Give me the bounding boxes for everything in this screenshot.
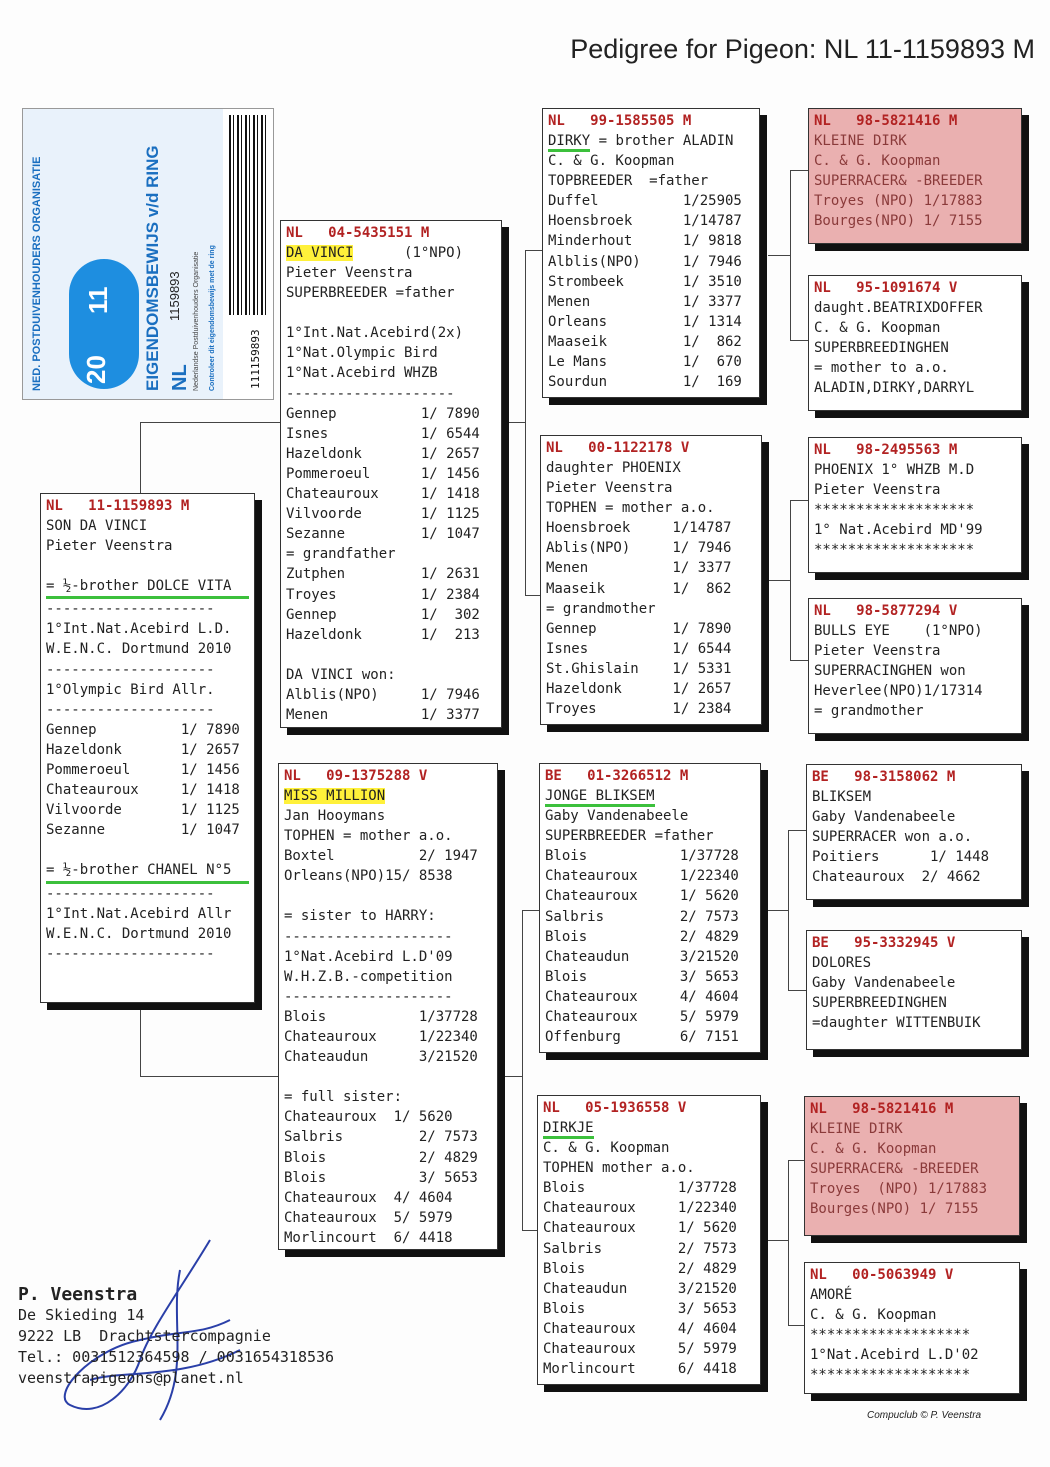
text-line: Hoensbroek 1/14787 (546, 520, 732, 537)
barcode (229, 115, 267, 315)
text-line: Blois 2/ 4829 (543, 1260, 737, 1277)
text-line: SUPERBREEDER =father (545, 828, 714, 845)
connector (140, 422, 141, 498)
text-line: daught.BEATRIXDOFFER (814, 300, 983, 316)
text-line: -------------------- (286, 385, 455, 402)
text-line: -------------------- (46, 885, 215, 902)
text-line: Troyes (NPO) 1/17883 (814, 193, 983, 210)
page-title: Pedigree for Pigeon: NL 11-1159893 M (570, 34, 1035, 64)
text-line: ALADIN,DIRKY,DARRYL (814, 380, 975, 397)
text-line: DOLORES (812, 955, 872, 971)
text-line: Pieter Veenstra (814, 482, 941, 499)
ring-number-header: NL 98-5877294 V (814, 603, 958, 619)
mother-box (278, 763, 498, 1250)
maternal-grandfather-box (539, 763, 761, 1053)
text-line: -------------------- (46, 945, 215, 962)
text-line: Isnes 1/ 6544 (546, 640, 732, 657)
text-line: Chateauroux 1/ 1418 (46, 782, 240, 799)
subject-pigeon-box (40, 493, 255, 1003)
g3-lines (814, 460, 1016, 560)
connector (140, 422, 280, 423)
connector (790, 660, 808, 661)
text-line: Chateaudun 3/21520 (543, 1280, 737, 1297)
pigeon-name-line (543, 1118, 755, 1138)
text-line: = mother to a.o. (814, 360, 949, 377)
ring-number-header: BE 01-3266512 M (545, 768, 689, 784)
text-line: Pieter Veenstra (46, 538, 173, 555)
text-line: daughter PHOENIX (546, 460, 681, 476)
text-line: Gennep 1/ 7890 (546, 620, 732, 637)
text-line: Salbris 2/ 7573 (543, 1240, 737, 1257)
text-line: = ½-brother DOLCE VITA (46, 576, 249, 599)
text-line: Chateauroux 1/22340 (284, 1029, 478, 1046)
g7-lines (810, 1119, 1014, 1219)
ring-org-text: NED. POSTDUIVENHOUDERS ORGANISATIE (31, 156, 43, 391)
text-line: Blois 3/ 5653 (543, 1300, 737, 1317)
pigeon-name: DIRKY (548, 133, 590, 152)
text-line: C. & G. Koopman (543, 1140, 670, 1157)
text-line: Chateauroux 5/ 5979 (543, 1341, 737, 1358)
text-line: Minderhout 1/ 9818 (548, 233, 742, 250)
text-line: SUPERRACER won a.o. (812, 829, 973, 846)
owner-address (18, 1284, 334, 1389)
text-line: C. & G. Koopman (814, 153, 941, 170)
text-line: ******************* (810, 1367, 971, 1384)
text-line: Chateaudun 3/21520 (545, 948, 739, 965)
mother-lines (284, 806, 492, 1248)
text-line (46, 840, 249, 860)
connector (503, 422, 525, 423)
g6-lines (812, 953, 1016, 1033)
pigeon-name-line (545, 786, 755, 806)
pigeon-name-line (286, 243, 496, 263)
text-line: Blois 1/37728 (543, 1180, 737, 1197)
pigeon-name: DIRKJE (543, 1120, 594, 1139)
text-line (284, 886, 492, 906)
ring-year-left: 20 (81, 355, 111, 384)
ring-number-header: NL 09-1375288 V (284, 768, 428, 784)
text-line: TOPHEN mother a.o. (543, 1160, 695, 1177)
text-line: Hazeldonk 1/ 2657 (546, 681, 732, 698)
great-grandparent-box-5 (806, 764, 1022, 900)
text-line: Chateauroux 5/ 5979 (284, 1209, 453, 1226)
ring-certificate (22, 108, 274, 400)
connector (768, 580, 790, 581)
text-line: BLIKSEM (812, 789, 872, 805)
text-line: St.Ghislain 1/ 5331 (546, 660, 732, 677)
text-line: Pommeroeul 1/ 1456 (286, 465, 480, 482)
connector (140, 1076, 280, 1077)
text-line: Gennep 1/ 302 (286, 606, 480, 623)
ring-number-header: NL 98-5821416 M (814, 113, 958, 129)
text-line: Vilvoorde 1/ 1125 (286, 506, 480, 523)
mm-lines (543, 1138, 755, 1379)
g8-lines (810, 1285, 1014, 1385)
ring-number-header: NL 98-2495563 M (814, 442, 958, 458)
text-line: 1° Nat.Acebird MD'99 (814, 522, 983, 539)
text-line: =daughter WITTENBUIK (812, 1015, 981, 1032)
text-line: C. & G. Koopman (814, 320, 941, 337)
text-line: -------------------- (284, 928, 453, 945)
maternal-grandmother-box (537, 1095, 761, 1385)
text-line: 1°Int.Nat.Acebird Allr (46, 905, 232, 922)
text-line: SUPERRACER& -BREEDER (810, 1161, 979, 1178)
text-line: Pieter Veenstra (546, 480, 673, 497)
ring-number-header: NL 95-1091674 V (814, 280, 958, 296)
ring-number-header: NL 00-5063949 V (810, 1267, 954, 1283)
text-line: C. & G. Koopman (810, 1307, 937, 1324)
text-line: Gaby Vandenabeele (812, 975, 956, 992)
text-line: Morlincourt 6/ 4418 (284, 1229, 453, 1246)
pigeon-name-note: (1°NPO) (353, 245, 464, 261)
great-grandparent-box-1 (808, 108, 1022, 244)
text-line: Hoensbroek 1/14787 (548, 213, 742, 230)
g5-lines (812, 787, 1016, 887)
paternal-grandmother-box (540, 435, 762, 725)
text-line: 1°Int.Nat.Acebird L.D. (46, 621, 232, 638)
text-line: W.E.N.C. Dortmund 2010 (46, 925, 232, 942)
ff-lines (548, 151, 754, 392)
ring-number-header: NL 98-5821416 M (810, 1101, 954, 1117)
text-line: Troyes (NPO) 1/17883 (810, 1181, 988, 1198)
ring-number-header: NL 11-1159893 M (46, 498, 190, 514)
ring-cert-title: EIGENDOMSBEWIJS v/d RING (143, 145, 162, 391)
text-line: Pieter Veenstra (814, 643, 941, 660)
connector (525, 250, 526, 595)
connector (498, 1076, 522, 1077)
text-line: Hazeldonk 1/ 2657 (46, 741, 240, 758)
text-line: Poitiers 1/ 1448 (812, 849, 990, 866)
text-line: PHOENIX 1° WHZB M.D (814, 462, 975, 478)
text-line: Hazeldonk 1/ 2657 (286, 445, 480, 462)
connector (790, 170, 791, 340)
connector (522, 910, 540, 911)
text-line: C. & G. Koopman (810, 1141, 937, 1158)
text-line: = full sister: (284, 1089, 403, 1106)
text-line: C. & G. Koopman (548, 153, 675, 170)
connector (788, 1160, 789, 1325)
text-line: 9222 LB Drachtstercompagnie (18, 1327, 271, 1345)
text-line: SON DA VINCI (46, 518, 148, 534)
text-line: SUPERBREEDER =father (286, 285, 455, 302)
g1-lines (814, 131, 1016, 231)
connector (788, 830, 806, 831)
connector (790, 340, 808, 341)
text-line: Orleans 1/ 1314 (548, 313, 742, 330)
text-line: Gennep 1/ 7890 (46, 721, 240, 738)
connector (768, 910, 788, 911)
text-line: TOPHEN = mother a.o. (284, 828, 453, 845)
text-line: SUPERRACINGHEN won (814, 663, 966, 680)
great-grandparent-box-3 (808, 437, 1022, 573)
pigeon-name-line (284, 786, 492, 806)
text-line: Bourges(NPO) 1/ 7155 (814, 213, 983, 230)
ring-control-note: Controleer dit eigendomsbewijs met de ring (209, 245, 216, 391)
text-line: Pieter Veenstra (286, 265, 413, 282)
connector (788, 990, 806, 991)
connector (788, 830, 789, 990)
text-line: ******************* (814, 542, 975, 559)
text-line: Chateauroux 4/ 4604 (545, 988, 739, 1005)
ring-number-header: BE 98-3158062 M (812, 769, 956, 785)
text-line: Maaseik 1/ 862 (548, 333, 742, 350)
text-line: Bourges(NPO) 1/ 7155 (810, 1201, 979, 1218)
text-line: Le Mans 1/ 670 (548, 354, 742, 371)
text-line: Chateauroux 1/ 1418 (286, 486, 480, 503)
text-line: Menen 1/ 3377 (548, 293, 742, 310)
ring-number-header: NL 99-1585505 M (548, 113, 692, 129)
great-grandparent-box-8 (804, 1262, 1020, 1394)
text-line: -------------------- (46, 601, 215, 618)
pigeon-name: DA VINCI (286, 245, 354, 261)
text-line: = grandmother (546, 600, 656, 617)
text-line: Morlincourt 6/ 4418 (543, 1361, 737, 1378)
text-line: Menen 1/ 3377 (546, 560, 732, 577)
text-line: SUPERBREEDINGHEN (814, 340, 949, 357)
fm-lines (546, 458, 756, 719)
text-line: Chateauroux 4/ 4604 (284, 1189, 453, 1206)
text-line: veenstrapigeons@planet.nl (18, 1369, 244, 1387)
g4-lines (814, 621, 1016, 721)
barcode-number: 111159893 (249, 329, 262, 389)
text-line: SUPERRACER& -BREEDER (814, 173, 983, 190)
text-line: Tel.: 0031512364598 / 0031654318536 (18, 1348, 335, 1366)
mf-lines (545, 806, 755, 1047)
text-line: Chateaudun 3/21520 (284, 1049, 478, 1066)
owner-lines (18, 1305, 334, 1389)
ring-number: 1159893 (167, 271, 182, 321)
text-line: W.E.N.C. Dortmund 2010 (46, 641, 232, 658)
text-line: SUPERBREEDINGHEN (812, 995, 947, 1012)
connector (790, 500, 808, 501)
text-line: Blois 2/ 4829 (545, 928, 739, 945)
text-line: Chateauroux 1/ 5620 (545, 888, 739, 905)
text-line (46, 556, 249, 576)
text-line: Blois 3/ 5653 (284, 1169, 478, 1186)
text-line: ******************* (810, 1327, 971, 1344)
text-line: Chateauroux 1/ 5620 (284, 1109, 453, 1126)
text-line: Chateauroux 4/ 4604 (543, 1320, 737, 1337)
text-line: De Skieding 14 (18, 1306, 145, 1324)
text-line: KLEINE DIRK (814, 133, 907, 149)
ring-year-right: 11 (83, 286, 113, 314)
text-line: Zutphen 1/ 2631 (286, 566, 480, 583)
text-line: TOPBREEDER =father (548, 173, 709, 190)
text-line: Maaseik 1/ 862 (546, 580, 732, 597)
text-line: Blois 2/ 4829 (284, 1149, 478, 1166)
connector (790, 500, 791, 660)
text-line: Chateauroux 1/22340 (543, 1200, 737, 1217)
great-grandparent-box-4 (808, 598, 1022, 734)
text-line: Salbris 2/ 7573 (284, 1129, 478, 1146)
text-line: Blois 3/ 5653 (545, 968, 739, 985)
text-line: Blois 1/37728 (545, 848, 739, 865)
text-line: Alblis(NPO) 1/ 7946 (548, 253, 742, 270)
text-line: Gaby Vandenabeele (812, 809, 956, 826)
text-line: Gennep 1/ 7890 (286, 405, 480, 422)
text-line: Gaby Vandenabeele (545, 808, 689, 825)
pigeon-name-line (548, 131, 754, 151)
text-line: Sezanne 1/ 1047 (286, 526, 480, 543)
text-line: Boxtel 2/ 1947 (284, 848, 478, 865)
text-line: Strombeek 1/ 3510 (548, 273, 742, 290)
great-grandparent-box-7 (804, 1096, 1020, 1236)
text-line: Ablis(NPO) 1/ 7946 (546, 540, 732, 557)
text-line (286, 303, 496, 323)
text-line: Chateauroux 5/ 5979 (545, 1009, 739, 1026)
text-line (286, 645, 496, 665)
text-line: Vilvoorde 1/ 1125 (46, 802, 240, 819)
text-line: Offenburg 6/ 7151 (545, 1029, 739, 1046)
father-lines (286, 263, 496, 725)
pigeon-name: MISS MILLION (284, 788, 386, 804)
text-line: 1°Nat.Acebird L.D'02 (810, 1347, 979, 1364)
connector (768, 1240, 788, 1241)
ring-country: NL (169, 364, 191, 391)
text-line: -------------------- (46, 661, 215, 678)
connector (525, 250, 543, 251)
text-line: TOPHEN = mother a.o. (546, 500, 715, 517)
text-line: W.H.Z.B.-competition (284, 968, 453, 985)
text-line: Menen 1/ 3377 (286, 706, 480, 723)
text-line: Duffel 1/25905 (548, 193, 742, 210)
text-line: 1°Nat.Acebird L.D'09 (284, 948, 453, 965)
text-line: Isnes 1/ 6544 (286, 425, 480, 442)
text-line: = sister to HARRY: (284, 908, 436, 925)
text-line: KLEINE DIRK (810, 1121, 903, 1137)
text-line: ******************* (814, 502, 975, 519)
ring-number-header: NL 04-5435151 M (286, 225, 430, 241)
text-line: AMORÉ (810, 1287, 853, 1303)
text-line: = grandfather (286, 546, 396, 563)
text-line: DA VINCI won: (286, 666, 396, 683)
text-line: Orleans(NPO)15/ 8538 (284, 868, 453, 885)
text-line: Chateauroux 1/ 5620 (543, 1220, 737, 1237)
connector (140, 1000, 141, 1076)
text-line: Troyes 1/ 2384 (546, 701, 732, 718)
text-line: Chateauroux 1/22340 (545, 868, 739, 885)
text-line (284, 1067, 492, 1087)
text-line: 1°Nat.Acebird WHZB (286, 365, 438, 382)
pigeon-name: JONGE BLIKSEM (545, 788, 655, 807)
great-grandparent-box-2 (808, 275, 1022, 411)
text-line: Blois 1/37728 (284, 1008, 478, 1025)
ring-org-abbrev: Nederlandse Postduivenhouders Organisatie (193, 251, 200, 391)
footer-credit: Compuclub © P. Veenstra (867, 1410, 982, 1421)
text-line: Pommeroeul 1/ 1456 (46, 762, 240, 779)
text-line: BULLS EYE (1°NPO) (814, 623, 983, 639)
text-line: Heverlee(NPO)1/17314 (814, 683, 983, 700)
connector (522, 910, 523, 1230)
text-line: Sourdun 1/ 169 (548, 374, 742, 391)
ring-number-header: NL 05-1936558 V (543, 1100, 687, 1116)
g2-lines (814, 298, 1016, 398)
text-line: -------------------- (284, 988, 453, 1005)
great-grandparent-box-6 (806, 930, 1022, 1050)
text-line: 1°Nat.Olympic Bird (286, 345, 438, 362)
ring-number-header: BE 95-3332945 V (812, 935, 956, 951)
text-line: Chateauroux 2/ 4662 (812, 869, 981, 886)
text-line: -------------------- (46, 701, 215, 718)
father-box (280, 220, 502, 728)
paternal-grandfather-box (542, 108, 760, 398)
text-line: = ½-brother CHANEL N°5 (46, 860, 249, 883)
connector (790, 170, 808, 171)
text-line: Jan Hooymans (284, 808, 386, 825)
connector (768, 255, 790, 256)
text-line: Alblis(NPO) 1/ 7946 (286, 686, 480, 703)
owner-name: P. Veenstra (18, 1284, 138, 1305)
text-line: Troyes 1/ 2384 (286, 586, 480, 603)
subject-lines (46, 516, 249, 964)
text-line: Salbris 2/ 7573 (545, 908, 739, 925)
pigeon-name-note: = brother ALADIN (590, 133, 734, 149)
text-line: Sezanne 1/ 1047 (46, 822, 240, 839)
text-line: 1°Olympic Bird Allr. (46, 681, 215, 698)
text-line: Hazeldonk 1/ 213 (286, 626, 480, 643)
ring-number-header: NL 00-1122178 V (546, 440, 690, 456)
text-line: = grandmother (814, 703, 924, 720)
text-line: 1°Int.Nat.Acebird(2x) (286, 325, 464, 342)
